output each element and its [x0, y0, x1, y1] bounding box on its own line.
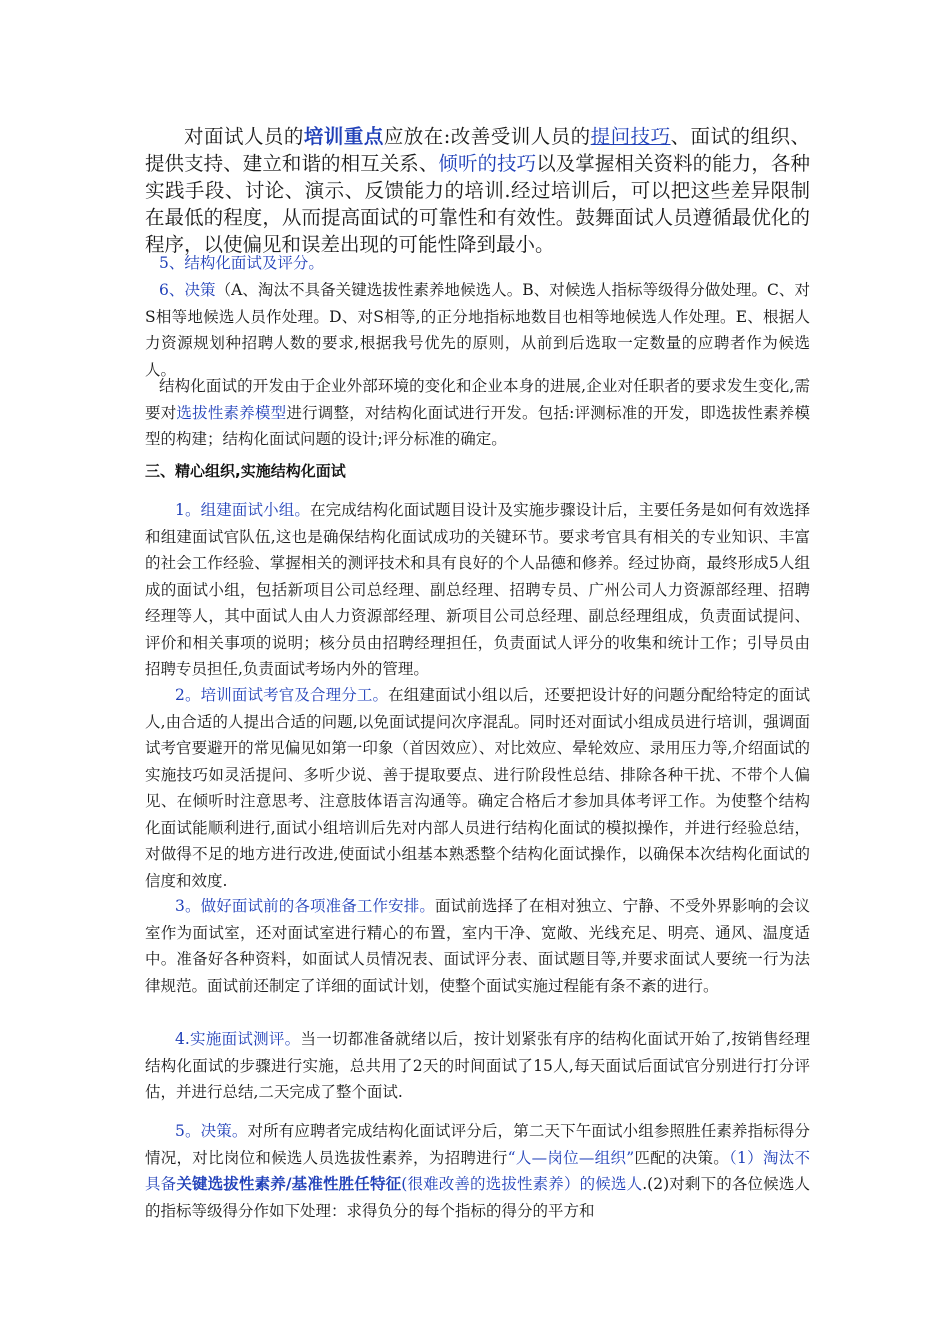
paragraph-training-focus — [145, 123, 810, 258]
step-4-implement — [145, 1026, 810, 1106]
text-run: 进行调整，对结构化面试进行开发。包括:评测标准的开发，即选拔性素养模型的构建；结构化面试问题的设计;评分标准的确定。 — [145, 403, 810, 448]
text-run: 应放在:改善受训人员的 — [383, 125, 591, 148]
text-run: 在组建面试小组以后，还要把设计好的问题分配给特定的面试人,由合适的人提出合适的问题,以免面试提问次序混乱。同时还对面试小组成员进行培训，强调面试考官要避开的常见偏见如第一印象（首因效应）、对比效应、晕轮效应、录用压力等,介绍面试的实施技巧如灵活提问、多听少说、善于提取要点、进行阶段性总结、排除各种干扰、不带个人偏见、在倾听时注意思考、注意肢体语言沟通等。确定合格后才参加具体考评工作。为使整个结构化面试能顺利进行,面试小组培训后先对内部人员进行结构化面试的模拟操作，并进行经验总结，对做得不足的地方进行改进,使面试小组基本熟悉整个结构化面试操作，以确保本次结构化面试的信度和效度. — [145, 686, 810, 890]
keyword-training-focus: 培训重点 — [303, 125, 384, 148]
step-5-title: 5。决策。 — [175, 1122, 248, 1140]
text-run: 面试前选择了在相对独立、宁静、不受外界影响的会议室作为面试室，还对面试室进行精心的布置，室内干净、宽敞、光线充足、明亮、通风、温度适中。准备好各种资料，如面试人员情况表、面试评分表、面试题目等,并要求面试人要统一行为法律规范。面试前还制定了详细的面试计划，使整个面试实施过程能有条不紊的进行。 — [145, 897, 810, 995]
keyword-listening-skills: 倾听的技巧 — [438, 152, 537, 175]
step-1-title: 1。组建面试小组。 — [175, 501, 311, 519]
step-5-decision — [145, 1118, 810, 1224]
keyword-person-job-org: “人—岗位—组织” — [507, 1148, 635, 1167]
text-run: .(2)对剩下的各位候选人的指标等级得分作如下处理：求得负分的每个指标的得分的平方和 — [145, 1175, 810, 1220]
item-5-structured-interview: 5、结构化面试及评分。 — [159, 254, 324, 272]
text-run: 在完成结构化面试题目设计及实施步骤设计后，主要任务是如何有效选择和组建面试官队伍,这也是确保结构化面试成功的关键环节。要求考官具有相关的专业知识、丰富的社会工作经验、掌握相关的测评技术和具有良好的个人品德和修养。经过协商，最终形成5人组成的面试小组，包括新项目公司总经理、副总经理、招聘专员、广州公司人力资源部经理、招聘经理等人，其中面试人由人力资源部经理、新项目公司总经理、副总经理组成，负责面试提问、评价和相关事项的说明；核分员由招聘经理担任，负责面试人评分的收集和统计工作；引导员由招聘专员担任,负责面试考场内外的管理。 — [145, 501, 810, 678]
text-run: 对面试人员的 — [184, 125, 304, 148]
step-3-preparation — [145, 893, 810, 999]
step-2-title: 2。培训面试考官及合理分工。 — [175, 686, 389, 704]
text-run-blue: （1）淘汰不具备 — [145, 1148, 810, 1193]
keyword-key-competency: 关键选拔性素养/基准性胜任特征 — [176, 1174, 402, 1193]
text-run: 对所有应聘者完成结构化面试评分后，第二天下午面试小组参照胜任素养指标得分情况，对比岗位和候选人员选拔性素养，为招聘进行 — [145, 1122, 810, 1167]
step-4-title: 4.实施面试测评。 — [175, 1030, 301, 1048]
item-6-label: 6、决策 — [159, 281, 216, 299]
step-1-form-panel — [145, 497, 810, 683]
text-run: 结构化面试的开发由于企业外部环境的变化和企业本身的进展,企业对任职者的要求发生变化,需要对 — [145, 377, 810, 422]
text-run: 、面试的组织、提供支持、建立和谐的相互关系、 — [145, 125, 810, 175]
text-run-blue: (很难改善的选拔性素养）的候选人 — [401, 1175, 643, 1193]
section-heading: 三、精心组织,实施结构化面试 — [145, 462, 346, 480]
text-run: （A、淘汰不具备关键选拔性素养地候选人。B、对候选人指标等级得分做处理。C、对S相等地候选人员作处理。D、对S相等,的正分地指标地数目也相等地候选人作处理。E、根据人力资源规划种招聘人数的要求,根据我号优先的原则，从前到后选取一定数量的应聘者作为候选人。 — [145, 281, 810, 379]
link-questioning-skills[interactable]: 提问技巧 — [590, 125, 671, 148]
text-run: 以及掌握相关资料的能力，各种实践手段、讨论、演示、反馈能力的培训.经过培训后，可以把这些差异限制在最低的程度，从而提高面试的可靠性和有效性。鼓舞面试人员遵循最优化的程序，以使偏见和误差出现的可能性降到最小。 — [145, 152, 810, 256]
step-2-train-examiners — [145, 682, 810, 894]
keyword-competency-model: 选拔性素养模型 — [176, 403, 287, 422]
item-6-decision — [145, 277, 810, 383]
step-3-title: 3。做好面试前的各项准备工作安排。 — [175, 897, 436, 915]
text-run: 匹配的决策。 — [634, 1148, 730, 1167]
text-run: 当一切都准备就绪以后，按计划紧张有序的结构化面试开始了,按销售经理结构化面试的步骤进行实施，总共用了2天的时间面试了15人,每天面试后面试官分别进行打分评估，并进行总结,二天完成了整个面试. — [145, 1030, 810, 1101]
paragraph-development — [145, 373, 810, 453]
